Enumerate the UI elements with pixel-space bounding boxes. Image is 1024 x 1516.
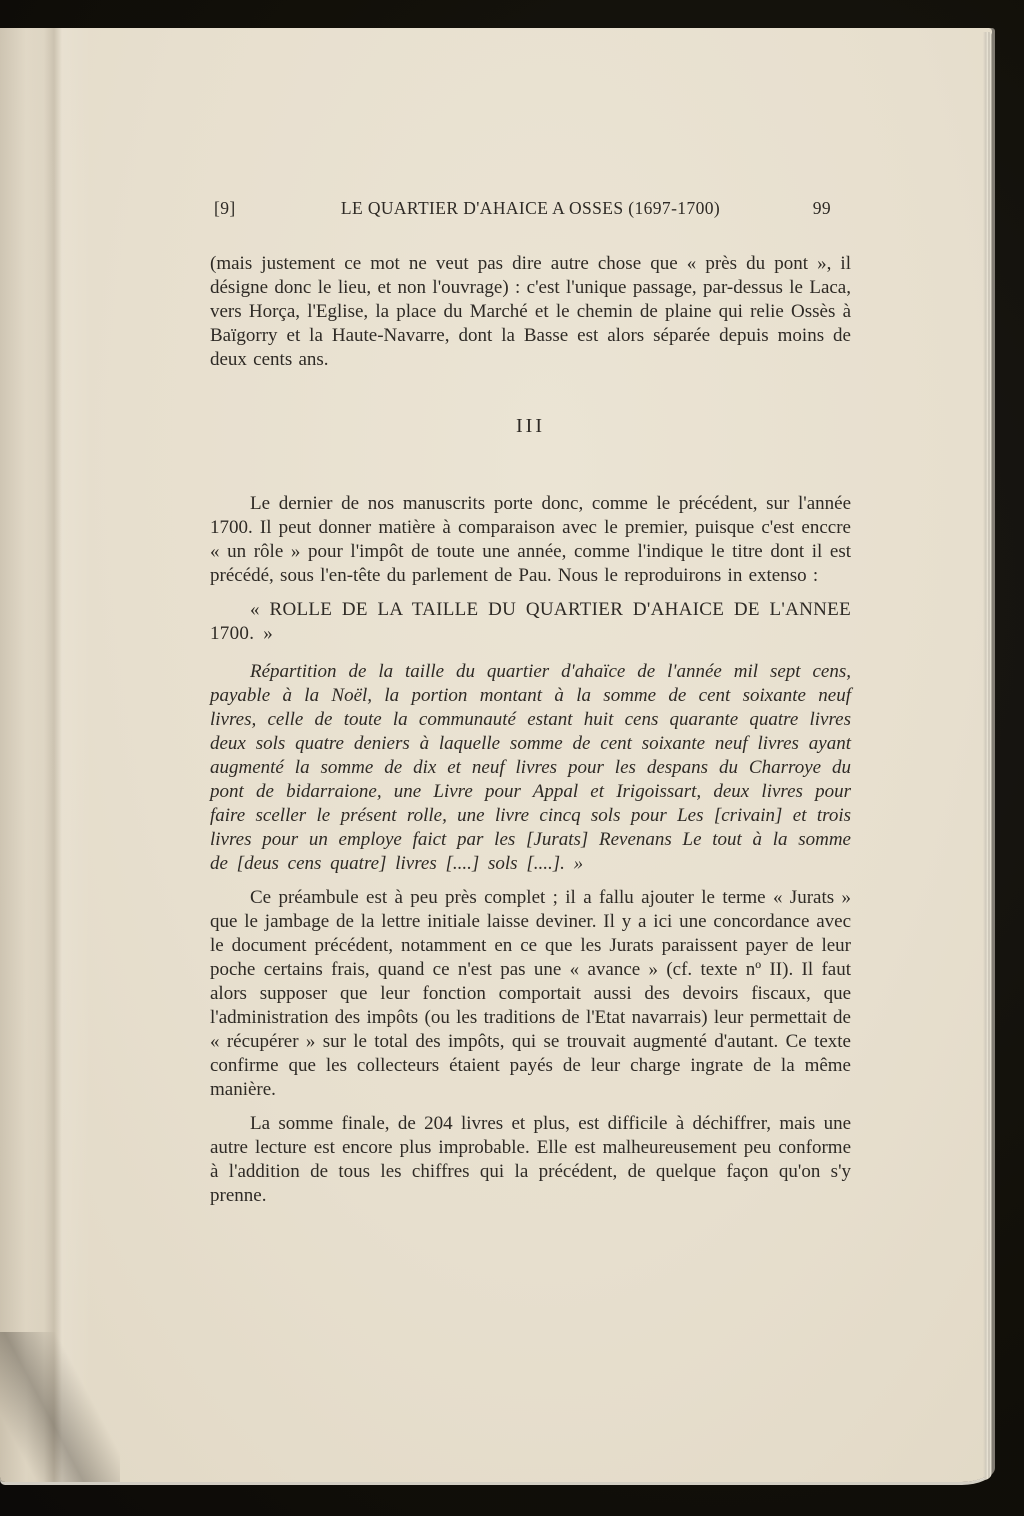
running-title: LE QUARTIER D'AHAICE A OSSES (1697-1700) [340, 198, 721, 218]
page-stack-edge [983, 32, 992, 1480]
binding-gutter-shadow [0, 28, 95, 1482]
quote-transcription: Répartition de la taille du quartier d'ahaïce de l'année mil sept cens, payable à la Noël, la portion montant à la somme de cent soixante neuf livres, celle de toute la communauté estant huit cens quarante quatre livres deux sols quatre deniers à laquelle somme de cent soixante neuf livres ayant augmenté la somme de dix et neuf livres pour les despans du Charroye du pont de bidarraione, une Livre pour Appal et Irigoissart, deux livres pour faire sceller le présent rolle, une livre cincq sols pour Les [crivain] et trois livres pour un employe faict par les [Jurats] Revenans Le tout à la somme de [deus cens quatre] livres [....] sols [....]. » [210, 661, 851, 874]
section-heading-iii: III [516, 415, 545, 437]
printed-text-block [210, 196, 851, 1208]
article-section-marker: [9] [214, 198, 236, 218]
binding-bottom-shadow [0, 1332, 120, 1482]
book-page [0, 28, 992, 1482]
paragraph-final-sum: La somme finale, de 204 livres et plus, est difficile à déchiffrer, mais une autre lecture est encore plus improbable. Elle est malheureusement peu conforme à l'addition de tous les chiffres qui la précédent, de quelque façon qu'on s'y prenne. [210, 1113, 851, 1206]
paragraph-intro: Le dernier de nos manuscrits porte donc, comme le précédent, sur l'année 1700. Il peut donner matière à comparaison avec le premier, puisque c'est enccre « un rôle » pour l'impôt de toute une année, comme l'indique le titre dont il est précédé, sous l'en-tête du parlement de Pau. Nous le reproduirons in extenso : [210, 493, 851, 586]
paragraph-continuation: (mais justement ce mot ne veut pas dire autre chose que « près du pont », il désigne donc le lieu, et non l'ouvrage) : c'est l'unique passage, par-dessus le Laca, vers Horça, l'Eglise, la place du Marché et le chemin de plaine qui relie Ossès à Baïgorry et la Haute-Navarre, dont la Basse est alors séparée depuis moins de deux cents ans. [210, 253, 851, 370]
page-number: 99 [812, 198, 831, 218]
page-header [210, 196, 851, 220]
quote-title: « ROLLE DE LA TAILLE DU QUARTIER D'AHAICE DE L'ANNEE 1700. » [210, 599, 851, 644]
paragraph-commentary: Ce préambule est à peu près complet ; il a fallu ajouter le terme « Jurats » que le jambage de la lettre initiale laisse deviner. Il y a ici une concordance avec le document précédent, notamment en ce que les Jurats paraissent payer de leur poche certains frais, quand ce n'est pas une « avance » (cf. texte nº II). Il faut alors supposer que leur fonction comportait aussi des devoirs fiscaux, que l'administration des impôts (ou les traditions de l'Etat navarrais) leur permettait de « récupérer » sur le total des impôts, qui se trouvait augmenté d'autant. Ce texte confirme que les collecteurs étaient payés de leur charge ingrate de la même manière. [210, 887, 851, 1100]
